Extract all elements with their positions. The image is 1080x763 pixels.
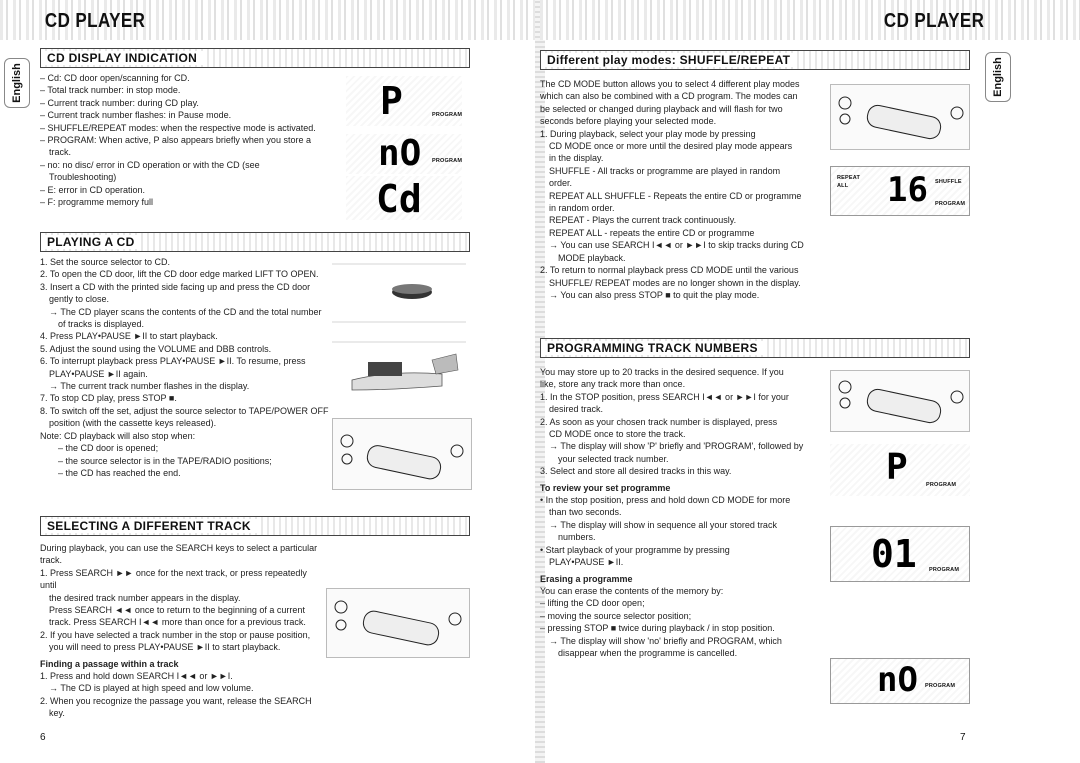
section-heading-modes: Different play modes: SHUFFLE/REPEAT	[540, 50, 970, 70]
lcd-program-no: nO PROGRAM	[830, 658, 970, 704]
page-title: CD PLAYER	[883, 10, 985, 32]
cd-mode-illustration	[830, 84, 970, 150]
cd-program-illustration	[830, 370, 970, 432]
cd-controls-illustration-2	[326, 588, 470, 658]
section-heading-selecting: SELECTING A DIFFERENT TRACK	[40, 516, 470, 536]
lcd-no: nO PROGRAM	[346, 134, 462, 174]
language-tab: English	[4, 58, 30, 108]
lcd-shuffle-repeat: REPEAT ALL 16 SHUFFLE PROGRAM	[830, 166, 970, 216]
page-number: 6	[40, 732, 46, 743]
cd-controls-illustration-1	[332, 418, 472, 490]
section-heading-programming: PROGRAMMING TRACK NUMBERS	[540, 338, 970, 358]
selecting-text: During playback, you can use the SEARCH keys to select a particular track. 1. Press SEARCH ►► once for the next track, or press repeatedly until the desired track number appears in the display. Press SEARCH ◄◄ once to return to the beginning of a current track. Press SEARCH I◄◄ more than once for a previous track. 2. If you have selected a track number in the stop or pause position, you will need to press PLAY•PAUSE ►II to start playback. Finding a passage within a track 1. Press and hold down SEARCH I◄◄ or ►►I. → The CD is played at high speed and low volume. 2. When you recognize the passage you want, release the SEARCH key.	[40, 543, 318, 719]
playing-text: 1. Set the source selector to CD. 2. To open the CD door, lift the CD door edge marked LIFT TO OPEN. 3. Insert a CD with the printed side facing up and press the CD door gently to close. → The CD player scans the contents of the CD and the total number of tracks is displayed. 4. Press PLAY•PAUSE ►II to start playback. 5. Adjust the sound using the VOLUME and DBB controls. 6. To interrupt playback press PLAY•PAUSE ►II. To resume, press PLAY•PAUSE ►II again. → The current track number flashes in the display. 7. To stop CD play, press STOP ■. 8. To switch off the set, adjust the source selector to TAPE/POWER OFF position (with the cassette keys released). Note: CD playback will also stop when: – the CD door is opened; – the source selector is in the TAPE/RADIO positions; – the CD has reached the end.	[40, 257, 329, 478]
display-text: – Cd: CD door open/scanning for CD. – Total track number: in stop mode. – Current track number: during CD play. – Current track number flashes: in Pause mode. – SHUFFLE/REPEAT modes: when the respective mode is activated. – PROGRAM: When active, P also appears briefly when you store a track. – no: no disc/ error in CD operation or with the CD (see Troubleshooting) – E: error in CD operation. – F: programme memory full	[40, 73, 316, 208]
modes-text: The CD MODE button allows you to select 4 different play modes which can also be combined with a CD program. The modes can be selected or changed during playback and will flash for two seconds before playing your selected mode. 1. During playback, select your play mode by pressing CD MODE once or more until the desired play mode appears in the display. SHUFFLE - All tracks or programme are played in random order. REPEAT ALL SHUFFLE - Repeats the entire CD or programme in random order. REPEAT - Plays the current track continuously. REPEAT ALL - repeats the entire CD or programme → You can use SEARCH I◄◄ or ►►I to skip tracks during CD MODE playback. 2. To return to normal playback press CD MODE until the various SHUFFLE/ REPEAT modes are no longer shown in the display. → You can also press STOP ■ to quit the play mode.	[540, 79, 804, 300]
section-heading-display: CD DISPLAY INDICATION	[40, 48, 470, 68]
language-tab: English	[985, 52, 1011, 102]
cd-play-illustration	[332, 340, 466, 400]
programming-text: You may store up to 20 tracks in the desired sequence. If you like, store any track more than once. 1. In the STOP position, press SEARCH I◄◄ or ►►I for your desired track. 2. As soon as your chosen track number is displayed, press CD MODE once to store the track. → The display will show 'P' briefly and 'PROGRAM', followed by your selected track number. 3. Select and store all desired tracks in this way. To review your set programme • In the stop position, press and hold down CD MODE for more than two seconds. → The display will show in sequence all your stored track numbers. • Start playback of your programme by pressing PLAY•PAUSE ►II. Erasing a programme You can erase the contents of the memory by: – lifting the CD door open; – moving the source selector position; – pressing STOP ■ twice during playback / in stop position. → The display will show 'no' briefly and PROGRAM, which disappear when the programme is cancelled.	[540, 367, 804, 658]
lcd-p: P PROGRAM	[346, 76, 462, 126]
top-decor-band	[540, 0, 1080, 40]
page-title: CD PLAYER	[44, 10, 146, 32]
cd-insert-illustration	[332, 262, 466, 326]
lcd-cd: Cd	[346, 176, 462, 220]
lcd-program-p: P PROGRAM	[830, 444, 970, 496]
lcd-program-01: 01 PROGRAM	[830, 526, 970, 582]
page-number: 7	[960, 732, 966, 743]
right-page	[540, 0, 1080, 763]
section-heading-playing: PLAYING A CD	[40, 232, 470, 252]
